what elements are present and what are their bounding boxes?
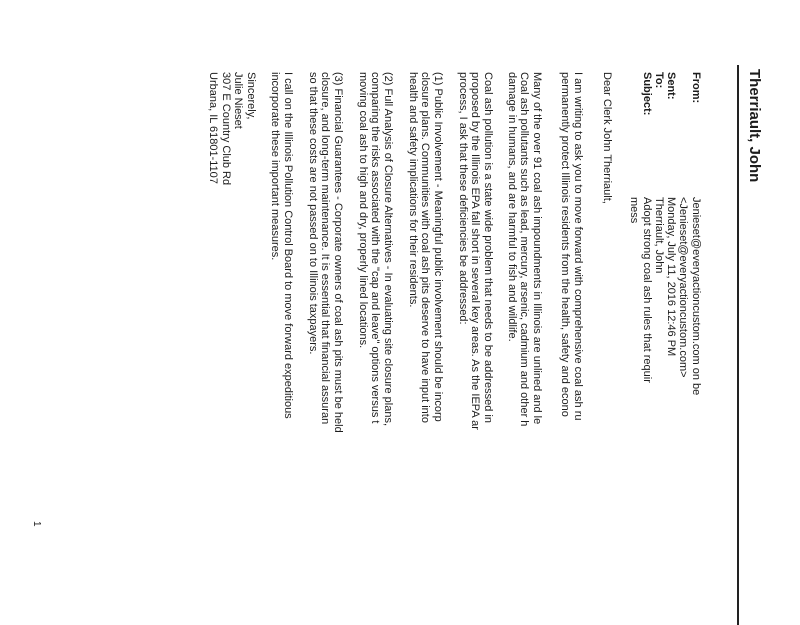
paragraph-line: I call on the Illinois Pollution Control Board to move forward expeditious	[282, 72, 294, 419]
paragraph-line: health and safety implications for their residents.	[407, 72, 419, 308]
page-number: 1	[31, 521, 42, 527]
paragraph-3	[457, 72, 495, 430]
from-value-line-1: Jenieset@everyactioncustom.com on be	[690, 197, 702, 396]
paragraph-line: Many of the over 91 coal ash impoundments in Illinois are unlined and le	[531, 72, 543, 425]
document-title: Therriault, John	[746, 69, 763, 183]
closing-line: Sincerely,	[245, 72, 257, 120]
subject-label: Subject:	[641, 72, 653, 116]
sent-label: Sent:	[665, 72, 677, 100]
paragraph-line: incorporate these important measures.	[269, 72, 282, 261]
sent-value: Monday, July 11, 2016 12:46 PM	[665, 197, 677, 357]
paragraph-line: permanently protect Illinois residents from the health, safety and econo	[559, 72, 572, 417]
paragraph-line: damage in humans, and are harmful to fish and wildlife.	[506, 72, 518, 342]
paragraph-line: closure plans. Communities with coal ash pits deserve to have input into	[419, 72, 432, 423]
from-label: From:	[690, 72, 702, 104]
paragraph-line: closure, and long-term maintenance. It is essential that financial assuran	[319, 72, 332, 425]
to-label: To:	[653, 72, 665, 89]
paragraph-4	[407, 72, 445, 423]
paragraph-line: Coal ash pollution is a state wide problem that needs to be addressed in	[482, 72, 494, 423]
paragraph-6	[307, 72, 345, 433]
paragraph-7	[269, 72, 294, 419]
paragraph-line: process, I ask that these deficiencies be addressed:	[457, 72, 469, 325]
paragraph-2	[506, 72, 544, 426]
paragraph-5	[357, 72, 395, 426]
subject-value-line-2: mess	[628, 197, 640, 224]
paragraph-line: (1) Public Involvement - Meaningful public involvement should be incorp	[432, 72, 444, 422]
paragraph-line: Coal ash pollutants such as lead, mercury, arsenic, cadmium and other h	[518, 72, 531, 427]
paragraph-1	[559, 72, 584, 420]
paragraph-line: (2) Full Analysis of Closure Alternatives - In evaluating site closure plans,	[382, 72, 394, 426]
title-rule	[737, 65, 739, 625]
signature-name: Julie Nieset	[232, 72, 245, 129]
signature-address-city: Urbana, IL 61801-1107	[207, 72, 220, 184]
from-value-line-2: <Jenieset@everyactioncustom.com>	[677, 197, 689, 378]
to-value: Therriault, John	[653, 197, 665, 274]
paragraph-line: so that these costs are not passed on to Illinois taxpayers.	[307, 72, 319, 355]
signature-address-street: 307 E Country Club Rd	[220, 72, 232, 186]
subject-value-line-1: Adopt strong coal ash rules that requir	[641, 197, 653, 383]
salutation: Dear Clerk John Therriault,	[601, 72, 613, 204]
paragraph-line: moving coal ash to high and dry, properly lined locations.	[357, 72, 369, 349]
paragraph-line: proposed by the Illinois EPA fall short in several key areas. As the IEPA ar	[469, 72, 482, 430]
closing	[207, 72, 257, 185]
paragraph-line: I am writing to ask you to move forward with comprehensive coal ash ru	[572, 72, 584, 421]
paragraph-line: (3) Financial Guarantees - Corporate owners of coal ash pits must be held	[332, 72, 344, 433]
paragraph-line: comparing the risks associated with the "cap and leave" options versus t	[369, 72, 382, 424]
